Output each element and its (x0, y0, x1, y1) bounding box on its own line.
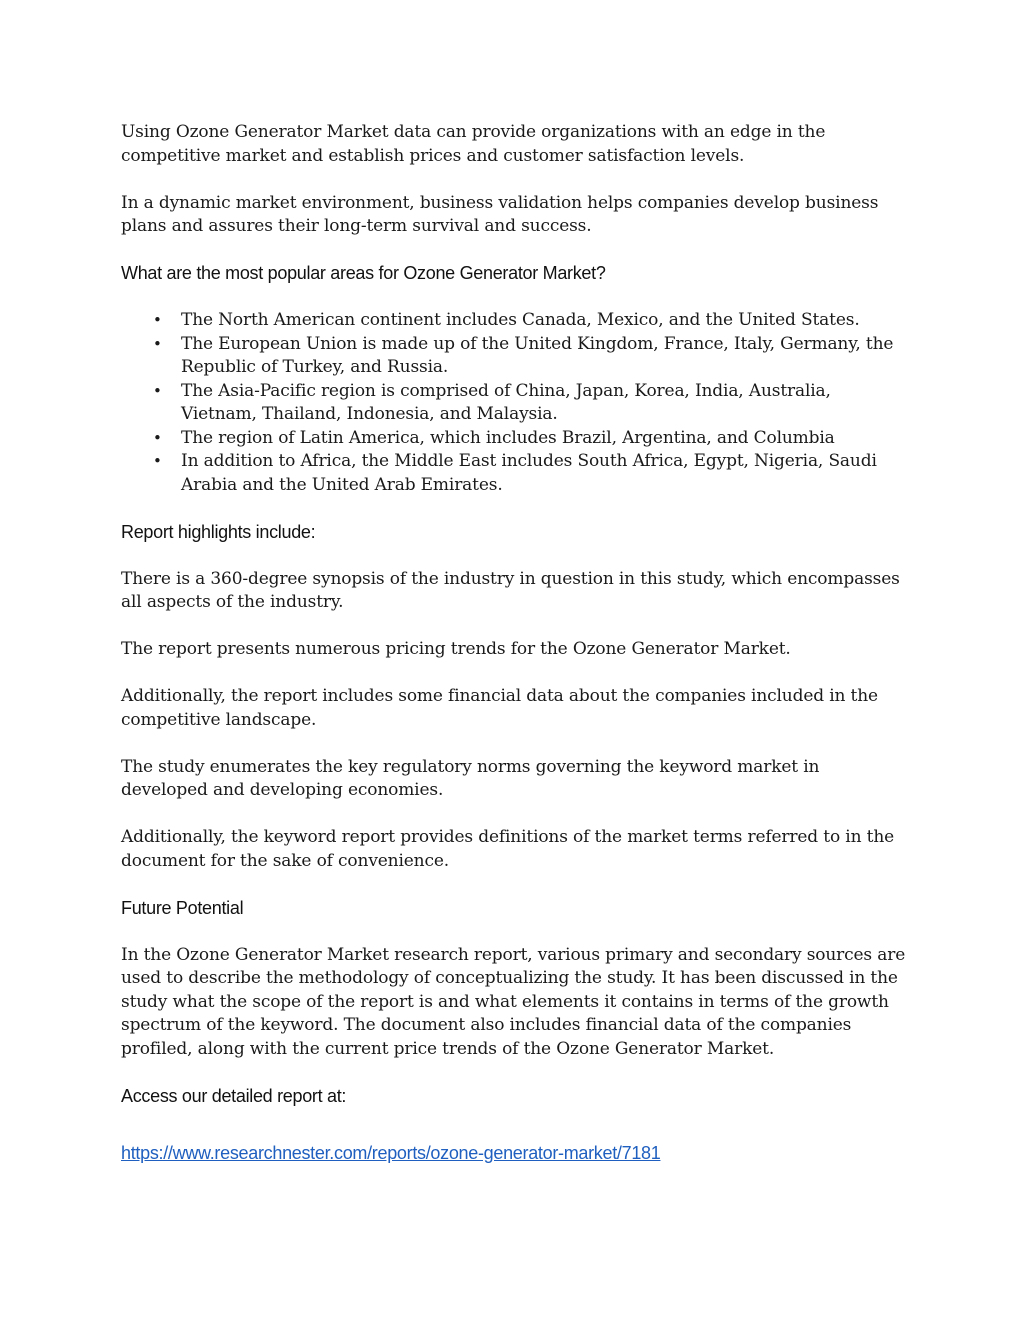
regions-list (121, 309, 906, 497)
highlight-paragraph-3: Additionally, the report includes some financial data about the companies included in the competitive landscape. (121, 686, 878, 730)
future-potential-heading: Future Potential (121, 897, 244, 918)
bullet-icon: • (153, 428, 162, 447)
bullet-icon: • (153, 452, 162, 470)
report-link[interactable]: https://www.researchnester.com/reports/ozone-generator-market/7181 (121, 1142, 661, 1163)
list-item (121, 380, 906, 427)
report-highlights-heading: Report highlights include: (121, 521, 316, 542)
highlight-paragraph-2: The report presents numerous pricing trends for the Ozone Generator Market. (121, 639, 791, 659)
report-link-line (121, 1142, 906, 1166)
intro-paragraph-1: Using Ozone Generator Market data can provide organizations with an edge in the competitive market and establish prices and customer satisfaction levels. (121, 122, 826, 166)
highlight-paragraph-5: Additionally, the keyword report provides definitions of the market terms referred to in the document for the sake of convenience. (121, 827, 895, 871)
list-item (121, 450, 906, 497)
list-item-text: In addition to Africa, the Middle East includes South Africa, Egypt, Nigeria, Saudi Arabia and the United Arab Emirates. (181, 451, 877, 495)
access-report-heading: Access our detailed report at: (121, 1085, 347, 1106)
bullet-icon: • (153, 311, 162, 329)
document-page (121, 121, 906, 1165)
future-potential-paragraph: In the Ozone Generator Market research report, various primary and secondary sources are used to describe the methodology of conceptualizing the study. It has been discussed in the study what the scope of the report is and what elements it contains in terms of the growth spectrum of the keyword. The document also includes financial data of the companies profiled, along with the current price trends of the Ozone Generator Market. (121, 944, 906, 1059)
bullet-icon: • (153, 334, 162, 353)
list-item (121, 427, 906, 451)
highlight-paragraph-4: The study enumerates the key regulatory norms governing the keyword market in developed and developing economies. (121, 756, 820, 800)
list-item-text: The region of Latin America, which includes Brazil, Argentina, and Columbia (181, 427, 835, 448)
bullet-icon: • (153, 381, 162, 400)
intro-paragraph-2: In a dynamic market environment, business validation helps companies develop business plans and assures their long-term survival and success. (121, 192, 879, 236)
list-item (121, 309, 906, 333)
popular-areas-heading: What are the most popular areas for Ozone Generator Market? (121, 263, 606, 283)
list-item-text: The Asia-Pacific region is comprised of China, Japan, Korea, India, Australia, Vietnam, Thailand, Indonesia, and Malaysia. (181, 380, 831, 424)
list-item (121, 333, 906, 380)
list-item-text: The European Union is made up of the United Kingdom, France, Italy, Germany, the Republic of Turkey, and Russia. (181, 333, 894, 377)
highlight-paragraph-1: There is a 360-degree synopsis of the industry in question in this study, which encompasses all aspects of the industry. (121, 568, 900, 612)
list-item-text: The North American continent includes Canada, Mexico, and the United States. (181, 310, 860, 330)
